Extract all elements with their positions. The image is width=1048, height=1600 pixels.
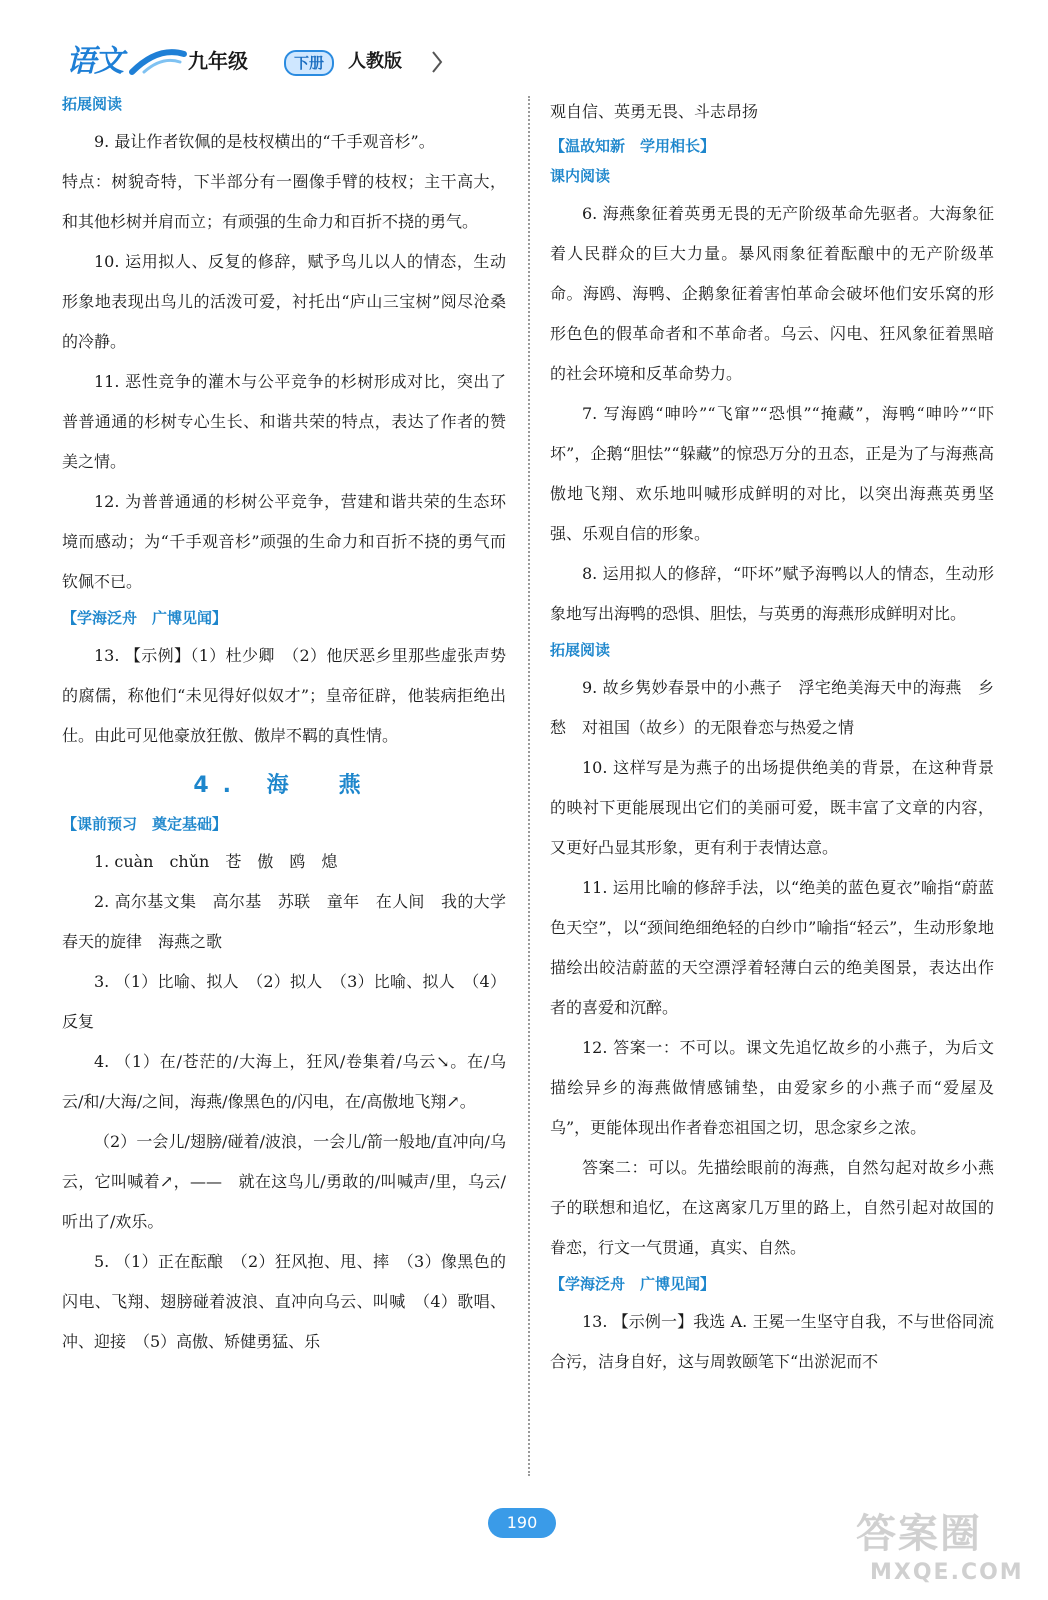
answer-7: 7. 写海鸥“呻吟”“飞窜”“恐惧”“掩藏”，海鸭“呻吟”“吓坏”，企鹅“胆怯”“躲藏”的惊恐万分的丑态，正是为了与海燕高傲地飞翔、欢乐地叫喊形成鲜明的对比，以突出海燕英勇坚强、乐观自信的形象。 <box>550 404 994 543</box>
section-heading: 【学海泛舟 广博见闻】 <box>62 609 228 627</box>
question-3: 3. （1）比喻、拟人 （2）拟人 （3）比喻、拟人 （4）反复 <box>62 972 506 1031</box>
answer-11: 11. 恶性竞争的灌木与公平竞争的杉树形成对比，突出了普普通通的杉树专心生长、和谐共荣的特点，表达了作者的赞美之情。 <box>62 372 506 471</box>
continued-text: 观自信、英勇无畏、斗志昂扬 <box>550 102 759 121</box>
column-divider <box>528 96 530 1476</box>
answer-12: 12. 为普普通通的杉树公平竞争，营建和谐共荣的生态环境而感动；为“千手观音杉”顽强的生命力和百折不挠的勇气而钦佩不已。 <box>62 492 506 591</box>
section-heading: 课内阅读 <box>550 167 611 185</box>
answer-11: 11. 运用比喻的修辞手法，以“绝美的蓝色夏衣”喻指“蔚蓝色天空”，以“颈间绝细绝轻的白纱巾”喻指“轻云”，生动形象地描绘出皎洁蔚蓝的天空漂浮着轻薄白云的绝美图景，表达出作者的喜爱和沉醉。 <box>550 878 994 1017</box>
right-column <box>550 92 994 1382</box>
lesson-title: 4. 海 燕 <box>193 773 375 798</box>
watermark-logo: 答案圈 <box>856 1511 982 1557</box>
watermark <box>856 1510 1046 1598</box>
grade-label: 九年级 <box>188 49 248 73</box>
answer-13: 13. 【示例一】我选 A. 王冕一生坚守自我，不与世俗同流合污，洁身自好，这与周敦颐笔下“出淤泥而不 <box>550 1312 994 1371</box>
section-heading: 【课前预习 奠定基础】 <box>62 815 228 833</box>
section-heading: 【温故知新 学用相长】 <box>550 137 716 155</box>
logo <box>62 42 188 82</box>
answer-9: 9. 故乡隽妙春景中的小燕子 浮宅绝美海天中的海燕 乡愁 对祖国（故乡）的无限眷恋与热爱之情 <box>550 678 994 737</box>
page-number: 190 <box>488 1508 556 1538</box>
section-heading: 拓展阅读 <box>62 95 123 113</box>
header <box>62 42 442 82</box>
section-heading: 【学海泛舟 广博见闻】 <box>550 1275 716 1293</box>
question-5: 5. （1）正在酝酿 （2）狂风抱、甩、摔 （3）像黑色的闪电、飞翔、翅膀碰着波浪、直冲向乌云、叫喊 （4）歌唱、冲、迎接 （5）高傲、矫健勇猛、乐 <box>62 1252 506 1351</box>
answer-6: 6. 海燕象征着英勇无畏的无产阶级革命先驱者。大海象征着人民群众的巨大力量。暴风雨象征着酝酿中的无产阶级革命。海鸥、海鸭、企鹅象征着害怕革命会破坏他们安乐窝的形形色色的假革命者和不革命者。乌云、闪电、狂风象征着黑暗的社会环境和反革命势力。 <box>550 204 994 383</box>
answer-12a: 12. 答案一：不可以。课文先追忆故乡的小燕子，为后文描绘异乡的海燕做情感铺垫，由爱家乡的小燕子而“爱屋及乌”，更能体现出作者眷恋祖国之切，思念家乡之浓。 <box>550 1038 994 1137</box>
chevron-right-icon <box>430 50 444 74</box>
answer-9: 9. 最让作者钦佩的是枝杈横出的“千手观音杉”。 <box>94 132 435 151</box>
logo-text: 语文 <box>66 44 122 79</box>
left-column <box>62 92 523 1362</box>
answer-8: 8. 运用拟人的修辞，“吓坏”赋予海鸭以人的情态，生动形象地写出海鸭的恐惧、胆怯，与英勇的海燕形成鲜明对比。 <box>550 564 994 623</box>
answer-10: 10. 运用拟人、反复的修辞，赋予鸟儿以人的情态，生动形象地表现出鸟儿的活泼可爱，衬托出“庐山三宝树”阅尽沧桑的冷静。 <box>62 252 506 351</box>
answer-10: 10. 这样写是为燕子的出场提供绝美的背景，在这种背景的映衬下更能展现出它们的美丽可爱，既丰富了文章的内容，又更好凸显其形象，更有利于表情达意。 <box>550 758 994 857</box>
answer-9-detail: 特点：树貌奇特，下半部分有一圈像手臂的枝杈；主干高大，和其他杉树并肩而立；有顽强的生命力和百折不挠的勇气。 <box>62 172 506 231</box>
volume-badge: 下册 <box>284 50 334 76</box>
answer-12b: 答案二：可以。先描绘眼前的海燕，自然勾起对故乡小燕子的联想和追忆，在这离家几万里的路上，自然引起对故国的眷恋，行文一气贯通，真实、自然。 <box>550 1158 994 1257</box>
question-4a: 4. （1）在/苍茫的/大海上，狂风/卷集着/乌云↘。在/乌云/和/大海/之间，海燕/像黑色的/闪电，在/高傲地飞翔↗。 <box>62 1052 506 1111</box>
question-4b: （2）一会儿/翅膀/碰着/波浪，一会儿/箭一般地/直冲向/乌云，它叫喊着↗，—— 就在这鸟儿/勇敢的/叫喊声/里，乌云/听出了/欢乐。 <box>62 1132 506 1231</box>
answer-13: 13. 【示例】（1）杜少卿 （2）他厌恶乡里那些虚张声势的腐儒，称他们“未见得好似奴才”；皇帝征辟，他装病拒绝出仕。由此可见他豪放狂傲、傲岸不羁的真性情。 <box>62 646 506 745</box>
question-1: 1. cuàn chǔn 苍 傲 鸥 熄 <box>94 852 338 871</box>
section-heading: 拓展阅读 <box>550 641 611 659</box>
watermark-url: MXQE.COM <box>870 1560 1024 1585</box>
edition-label: 人教版 <box>348 51 402 72</box>
question-2: 2. 高尔基文集 高尔基 苏联 童年 在人间 我的大学 春天的旋律 海燕之歌 <box>62 892 523 951</box>
